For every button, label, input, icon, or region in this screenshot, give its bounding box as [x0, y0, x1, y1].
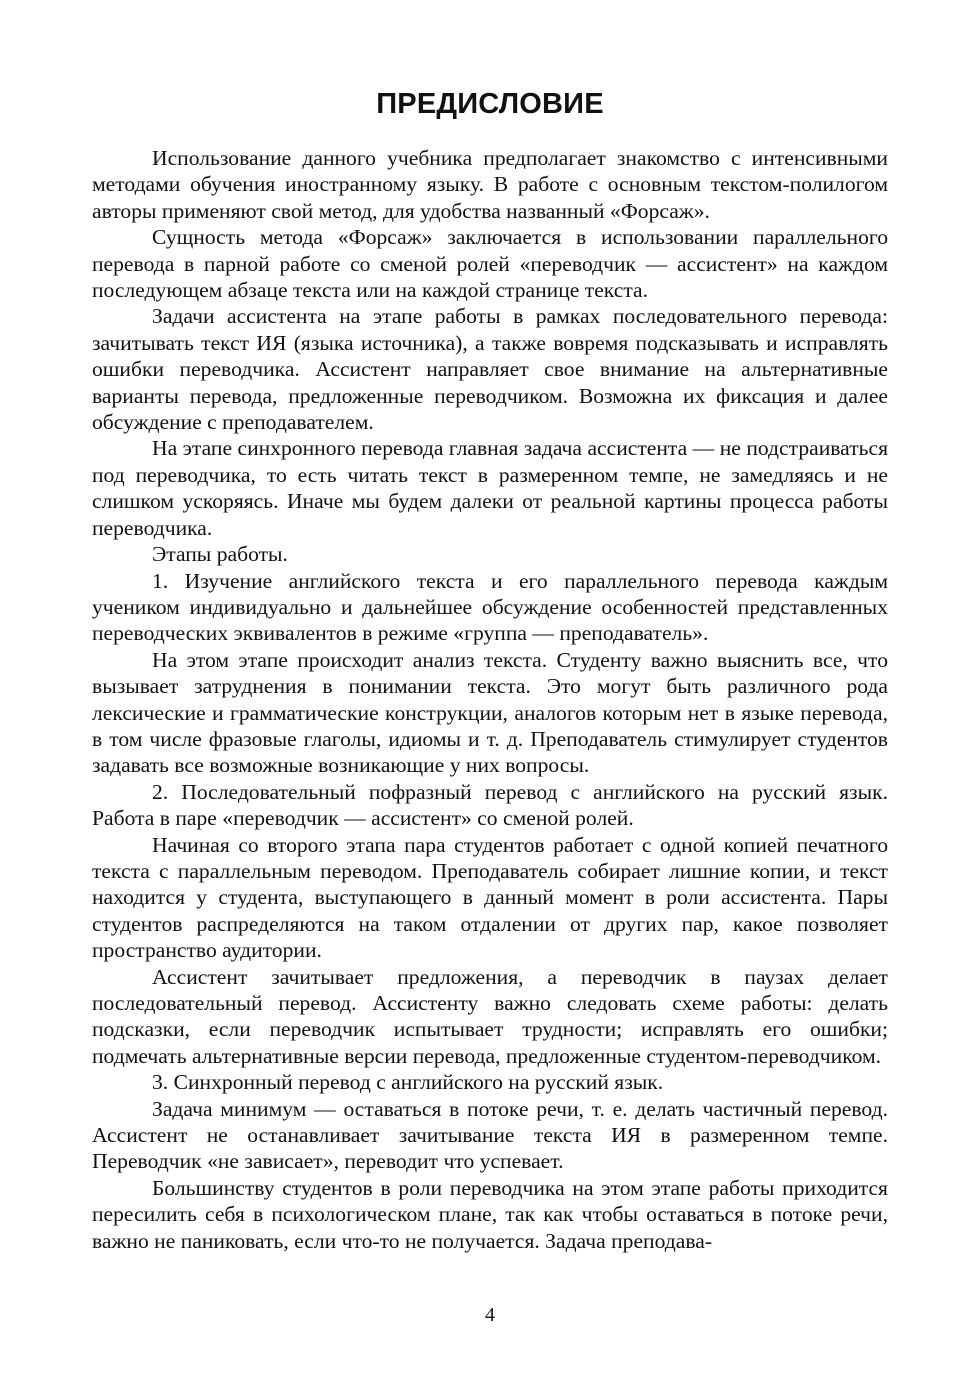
page-content [92, 88, 888, 1254]
paragraph-1: Использование данного учебника предполагает знакомство с интенсивными методами обучения иностранному языку. В работе с основным текстом-полилогом авторы применяют свой метод, для удобства названный «Форсаж». [92, 146, 888, 223]
paragraph-12: Задача минимум — оставаться в потоке речи, т. е. делать частичный перевод. Ассистент не останавливает зачитывание текста ИЯ в размеренном темпе. Переводчик «не зависает», переводит что успевает. [92, 1096, 888, 1174]
paragraph-8: 2. Последовательный пофразный перевод с английского на русский язык. Работа в паре «переводчик — ассистент» со сменой ролей. [92, 779, 888, 831]
body-text [92, 145, 888, 1254]
paragraph-3: Задачи ассистента на этапе работы в рамках последовательного перевода: зачитывать текст ИЯ (языка источника), а также вовремя подсказывать и исправлять ошибки переводчика. Ассистент направляет свое внимание на альтернативные варианты перевода, предложенные переводчиком. Возможна их фиксация и далее обсуждение с преподавателем. [92, 304, 888, 435]
paragraph-4: На этапе синхронного перевода главная задача ассистента — не подстраиваться под переводчика, то есть читать текст в размеренном темпе, не замедляясь и не слишком ускоряясь. Иначе мы будем далеки от реальной картины процесса работы переводчика. [92, 436, 888, 540]
paragraph-6: 1. Изучение английского текста и его параллельного перевода каждым учеником индивидуально и дальнейшее обсуждение особенностей представленных переводческих эквивалентов в режиме «группа — преподаватель». [92, 568, 888, 646]
paragraph-11: 3. Синхронный перевод с английского на русский язык. [152, 1070, 664, 1095]
paragraph-2: Сущность метода «Форсаж» заключается в использовании параллельного перевода в парной работе со сменой ролей «переводчик — ассистент» на каждом последующем абзаце текста или на каждой странице текста. [92, 225, 888, 303]
paragraph-9: Начиная со второго этапа пара студентов работает с одной копией печатного текста с параллельным переводом. Преподаватель собирает лишние копии, и текст находится у студента, выступающего в данный момент в роли ассистента. Пары студентов распределяются на таком отдалении от других пар, какое позволяет пространство аудитории. [92, 832, 888, 963]
page-number: 4 [485, 1304, 495, 1326]
paragraph-13: Большинству студентов в роли переводчика на этом этапе работы приходится пересилить себя в психологическом плане, так как чтобы оставаться в потоке речи, важно не паниковать, если что-то не получается. Задача преподава- [92, 1175, 888, 1253]
paragraph-7: На этом этапе происходит анализ текста. Студенту важно выяснить все, что вызывает затруднения в понимании текста. Это могут быть различного рода лексические и грамматические конструкции, аналогов которым нет в языке перевода, в том числе фразовые глаголы, идиомы и т. д. Преподаватель стимулирует студентов задавать все возможные возникающие у них вопросы. [92, 647, 888, 778]
paragraph-5: Этапы работы. [152, 542, 288, 567]
page-title: ПРЕДИСЛОВИЕ [376, 88, 604, 120]
paragraph-10: Ассистент зачитывает предложения, а переводчик в паузах делает последовательный перевод. Ассистенту важно следовать схеме работы: делать подсказки, если переводчик испытывает трудности; исправлять его ошибки; подмечать альтернативные версии перевода, предложенные студентом-переводчиком. [92, 964, 888, 1068]
